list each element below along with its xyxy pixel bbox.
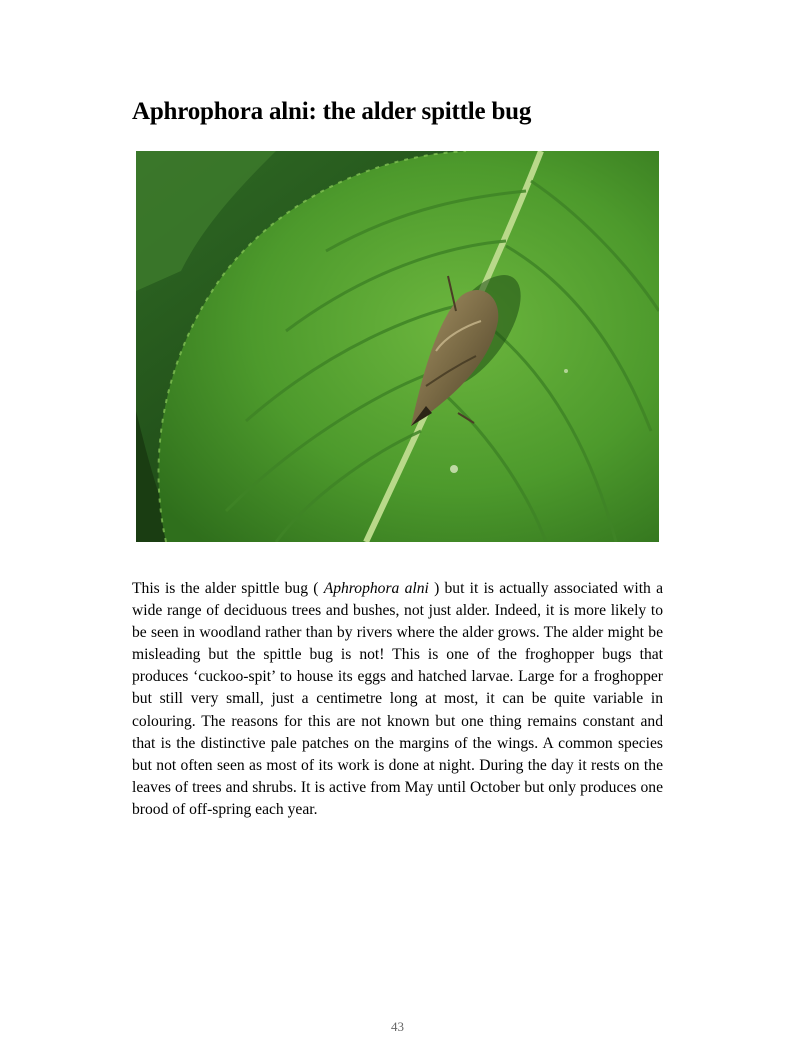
alder-spittle-bug-photo xyxy=(136,151,659,542)
page-number: 43 xyxy=(391,1019,404,1034)
page-title: Aphrophora alni: the alder spittle bug xyxy=(132,98,532,125)
paragraph-intro: This is the alder spittle bug ( xyxy=(132,580,324,597)
species-name: Aphrophora alni xyxy=(323,580,429,597)
photo-illustration xyxy=(136,151,659,542)
body-paragraph xyxy=(132,578,663,821)
paragraph-body: ) but it is actually associated with a wide range of deciduous trees and bushes, not just alder. Indeed, it is more likely to be seen in woodland rather than by rivers where the alder grows. The alder might be misleading but the spittle bug is not! This is one of the froghopper bugs that produces ‘cuckoo-spit’ to house its eggs and hatched larvae. Large for a froghopper but still very small, just a centimetre long at most, it can be quite variable in colouring. The reasons for this are not known but one thing remains constant and that is the distinctive pale patches on the margins of the wings. A common species but not often seen as most of its work is done at night. During the day it rests on the leaves of trees and shrubs. It is active from May until October but only produces one brood of off-spring each year. xyxy=(132,580,663,818)
